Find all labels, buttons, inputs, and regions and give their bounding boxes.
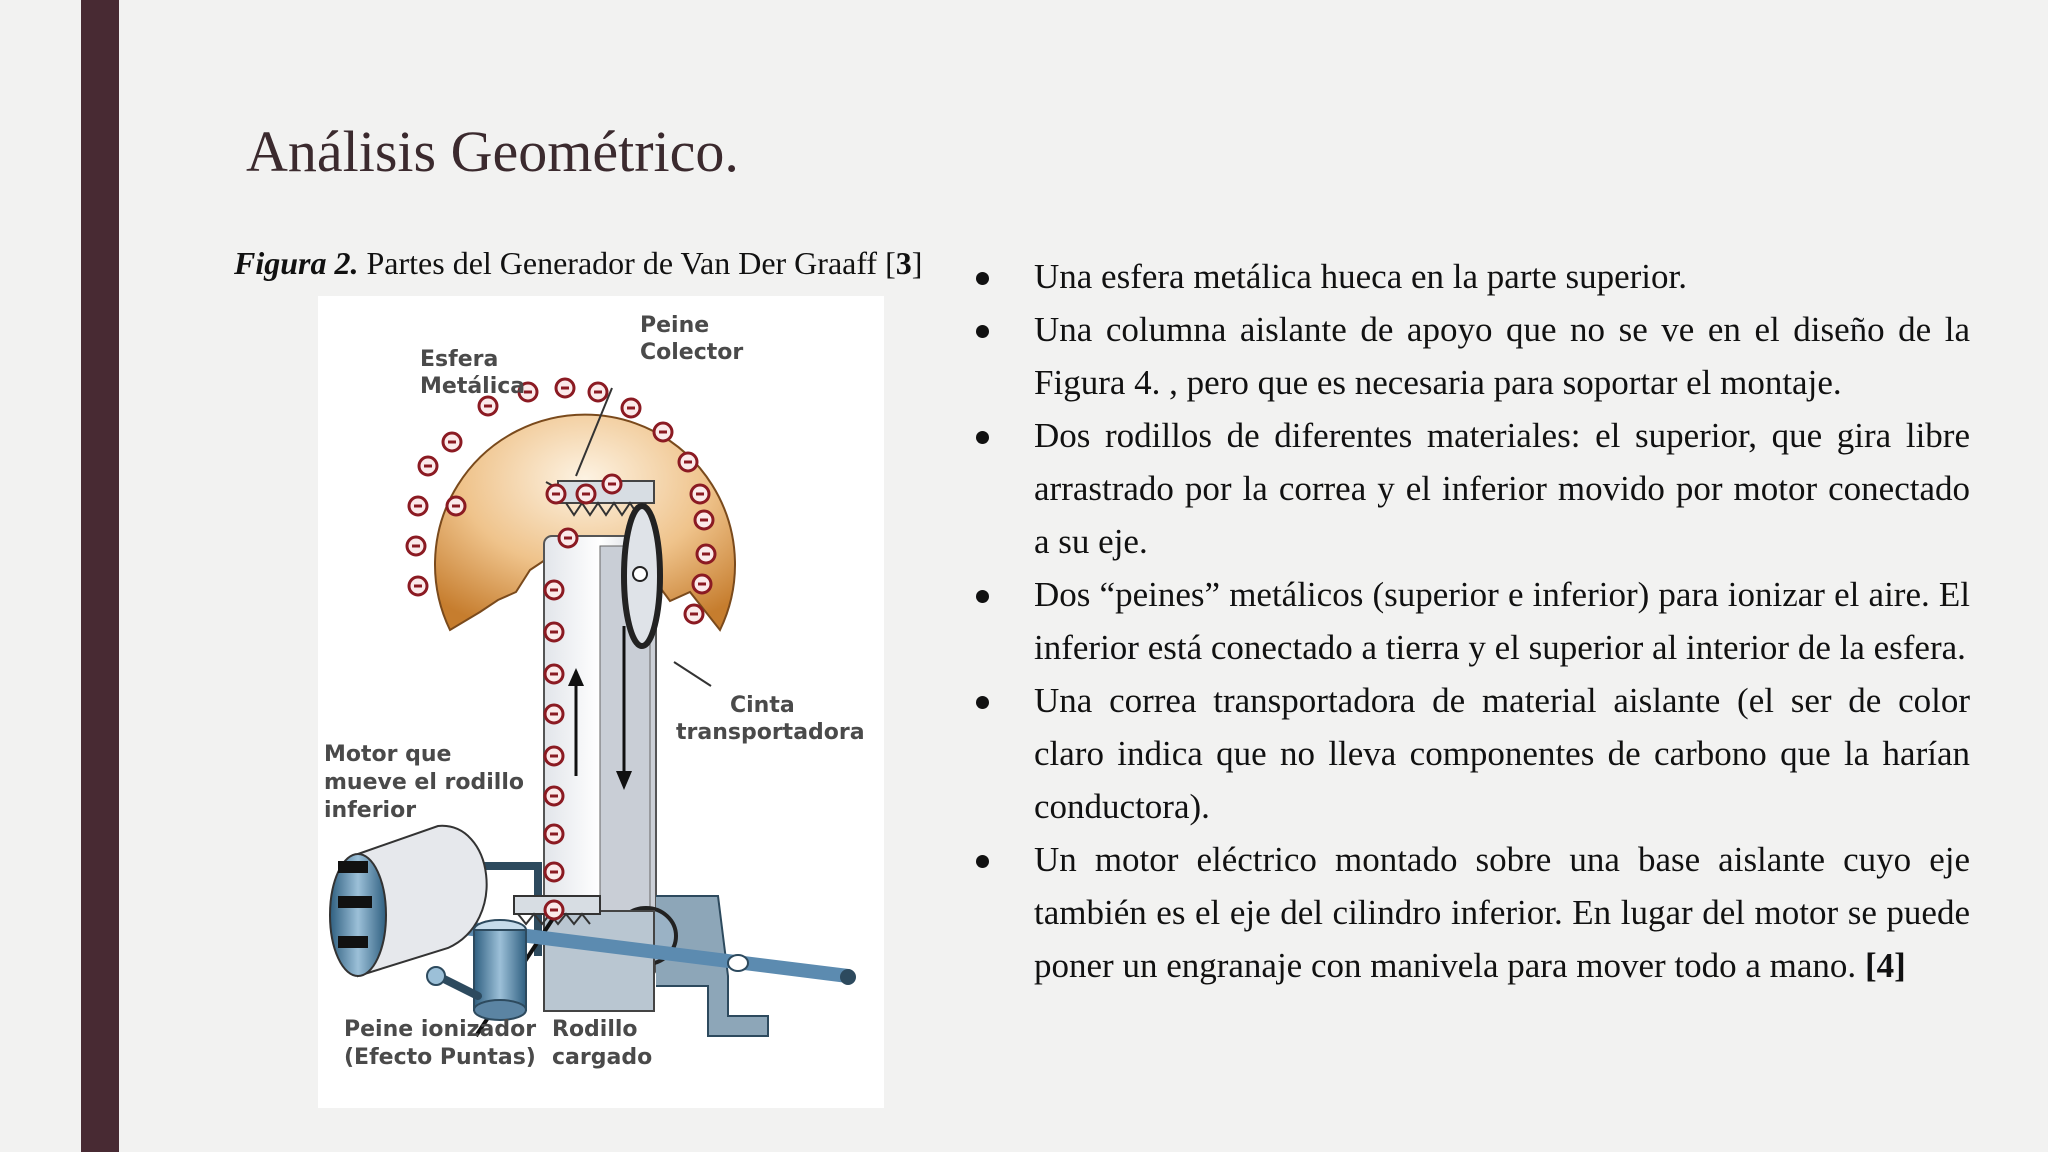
bullet-dot xyxy=(976,696,989,709)
bullet-item xyxy=(960,409,1970,568)
label-esfera-line1: Esfera xyxy=(420,347,499,372)
label-ionizador-line2: (Efecto Puntas) xyxy=(344,1045,536,1070)
van-de-graaff-diagram xyxy=(318,296,884,1108)
diagram-illustration xyxy=(318,296,884,1108)
label-motor-line1: Motor que xyxy=(324,742,452,767)
bullet-item xyxy=(960,568,1970,674)
figure-caption xyxy=(234,245,974,282)
bullet-text: Dos “peines” metálicos (superior e inferior) para ionizar el aire. El inferior está conectado a tierra y el superior al interior de la esfera. xyxy=(1034,575,1970,667)
figure-ref-close: ] xyxy=(911,245,923,281)
bullet-item xyxy=(960,674,1970,833)
accent-bar xyxy=(81,0,119,1152)
label-rodillo-line2: cargado xyxy=(552,1045,653,1070)
bullet-item xyxy=(960,250,1970,303)
label-cinta-line1: Cinta xyxy=(730,693,795,718)
figure-ref-open: [ xyxy=(885,245,896,281)
motor xyxy=(330,826,487,976)
label-peine-line2: Colector xyxy=(640,340,744,365)
bullet-reference: [4] xyxy=(1864,946,1906,985)
figure-ref: 3 xyxy=(895,245,912,281)
bullet-item xyxy=(960,833,1970,992)
bullet-text: Una correa transportadora de material aislante (el ser de color claro indica que no lleva componentes de carbono que la harían conductora). xyxy=(1034,681,1970,826)
figure-caption-text: Partes del Generador de Van Der Graaff xyxy=(358,245,886,281)
bullet-dot xyxy=(976,855,989,868)
bullet-dot xyxy=(976,325,989,338)
bullet-item xyxy=(960,303,1970,409)
figure-label: Figura 2. xyxy=(234,245,359,281)
bullet-list xyxy=(960,250,1970,992)
label-rodillo-line1: Rodillo xyxy=(552,1017,638,1042)
bullet-text: Una esfera metálica hueca en la parte superior. xyxy=(1034,257,1687,296)
bullet-dot xyxy=(976,431,989,444)
bullet-dot xyxy=(976,590,989,603)
label-motor-line2: mueve el rodillo xyxy=(324,770,524,795)
bullet-text: Una columna aislante de apoyo que no se ve en el diseño de la Figura 4. , pero que es necesaria para soportar el montaje. xyxy=(1034,310,1970,402)
label-peine-line1: Peine xyxy=(640,313,710,338)
bullet-text: Dos rodillos de diferentes materiales: el superior, que gira libre arrastrado por la correa y el inferior movido por motor conectado a su eje. xyxy=(1034,416,1970,561)
bullet-dot xyxy=(976,272,989,285)
label-esfera-line2: Metálica xyxy=(420,374,526,399)
label-cinta-line2: transportadora xyxy=(676,720,865,745)
bullet-text: Un motor eléctrico montado sobre una base aislante cuyo eje también es el eje del cilindro inferior. En lugar del motor se puede poner un engranaje con manivela para mover todo a mano. xyxy=(1034,840,1970,985)
label-ionizador-line1: Peine ionizador xyxy=(344,1017,537,1042)
slide-title: Análisis Geométrico. xyxy=(246,119,739,184)
label-motor-line3: inferior xyxy=(324,798,417,823)
